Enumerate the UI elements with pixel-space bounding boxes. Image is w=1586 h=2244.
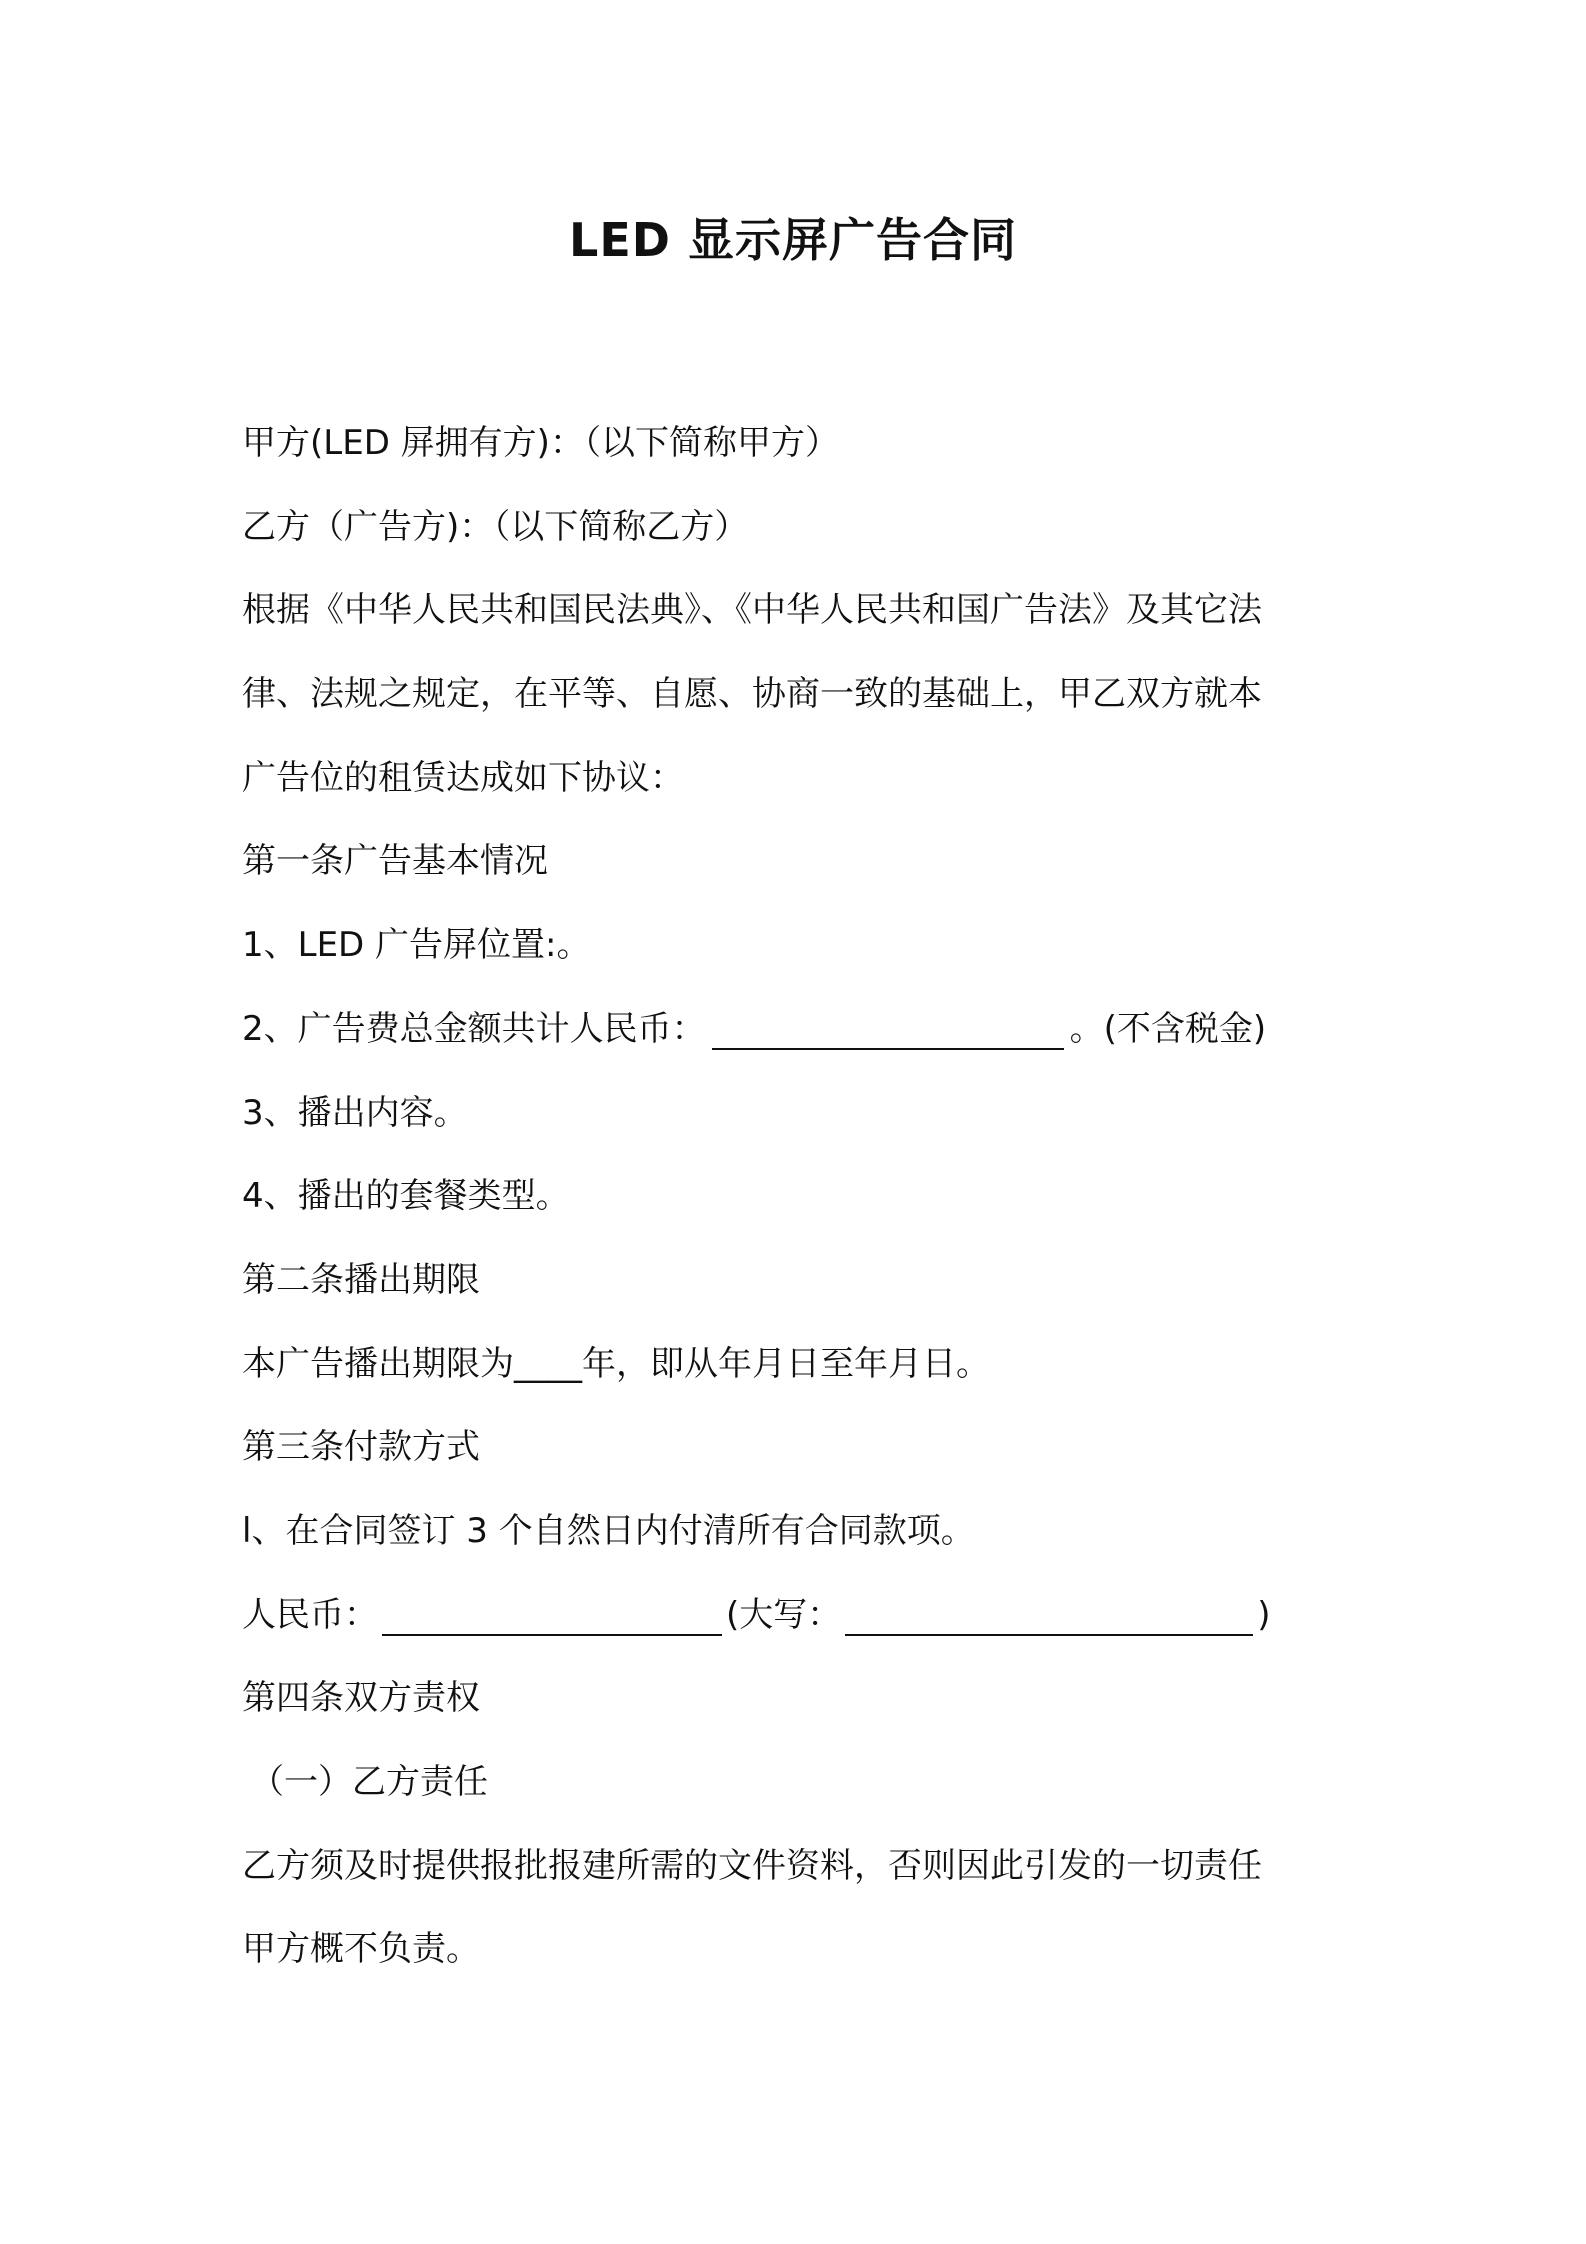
article-1-item-1: 1、LED 广告屏位置:。 [242,925,591,966]
article-4-text-line-2: 甲方概不负责。 [242,1929,480,1970]
preamble-line-1: 根据《中华人民共和国民法典》、《中华人民共和国广告法》及其它法 [242,590,1262,631]
article-1-heading: 第一条广告基本情况 [242,841,548,882]
article-4-text-line-1: 乙方须及时提供报批报建所需的文件资料，否则因此引发的一切责任 [242,1845,1262,1886]
total-fee-label: 2、广告费总金额共计人民币： [242,1008,706,1049]
daxie-label: (大写： [726,1594,842,1635]
article-3-rmb-line [242,1574,1362,1658]
article-4-subheading-1: （一）乙方责任 [250,1762,488,1802]
party-b-line: 乙方（广告方)：（以下简称乙方） [242,506,749,547]
total-fee-blank[interactable] [712,1008,1064,1050]
article-2-heading: 第二条播出期限 [242,1259,480,1300]
article-1-item-2 [242,988,1362,1072]
article-1-item-4: 4、播出的套餐类型。 [242,1176,570,1217]
preamble-line-2: 律、法规之规定，在平等、自愿、协商一致的基础上，甲乙双方就本 [242,674,1262,715]
article-3-heading: 第三条付款方式 [242,1427,480,1468]
daxie-close: ) [1257,1594,1271,1635]
document-body [242,402,1362,1992]
rmb-amount-blank[interactable] [382,1594,722,1636]
daxie-amount-blank[interactable] [845,1594,1253,1636]
document-title: LED 显示屏广告合同 [569,213,1017,267]
total-fee-suffix: 。(不含税金) [1069,1008,1267,1049]
article-4-heading: 第四条双方责权 [242,1678,480,1719]
article-1-item-3: 3、播出内容。 [242,1092,468,1133]
party-a-line: 甲方(LED 屏拥有方)：（以下简称甲方） [242,423,839,463]
article-3-item-1: l、在合同签订 3 个自然日内付清所有合同款项。 [242,1510,975,1551]
article-2-text: 本广告播出期限为____年，即从年月日至年月日。 [242,1343,990,1384]
preamble-line-3: 广告位的租赁达成如下协议： [242,757,684,798]
rmb-label: 人民币： [242,1594,378,1635]
